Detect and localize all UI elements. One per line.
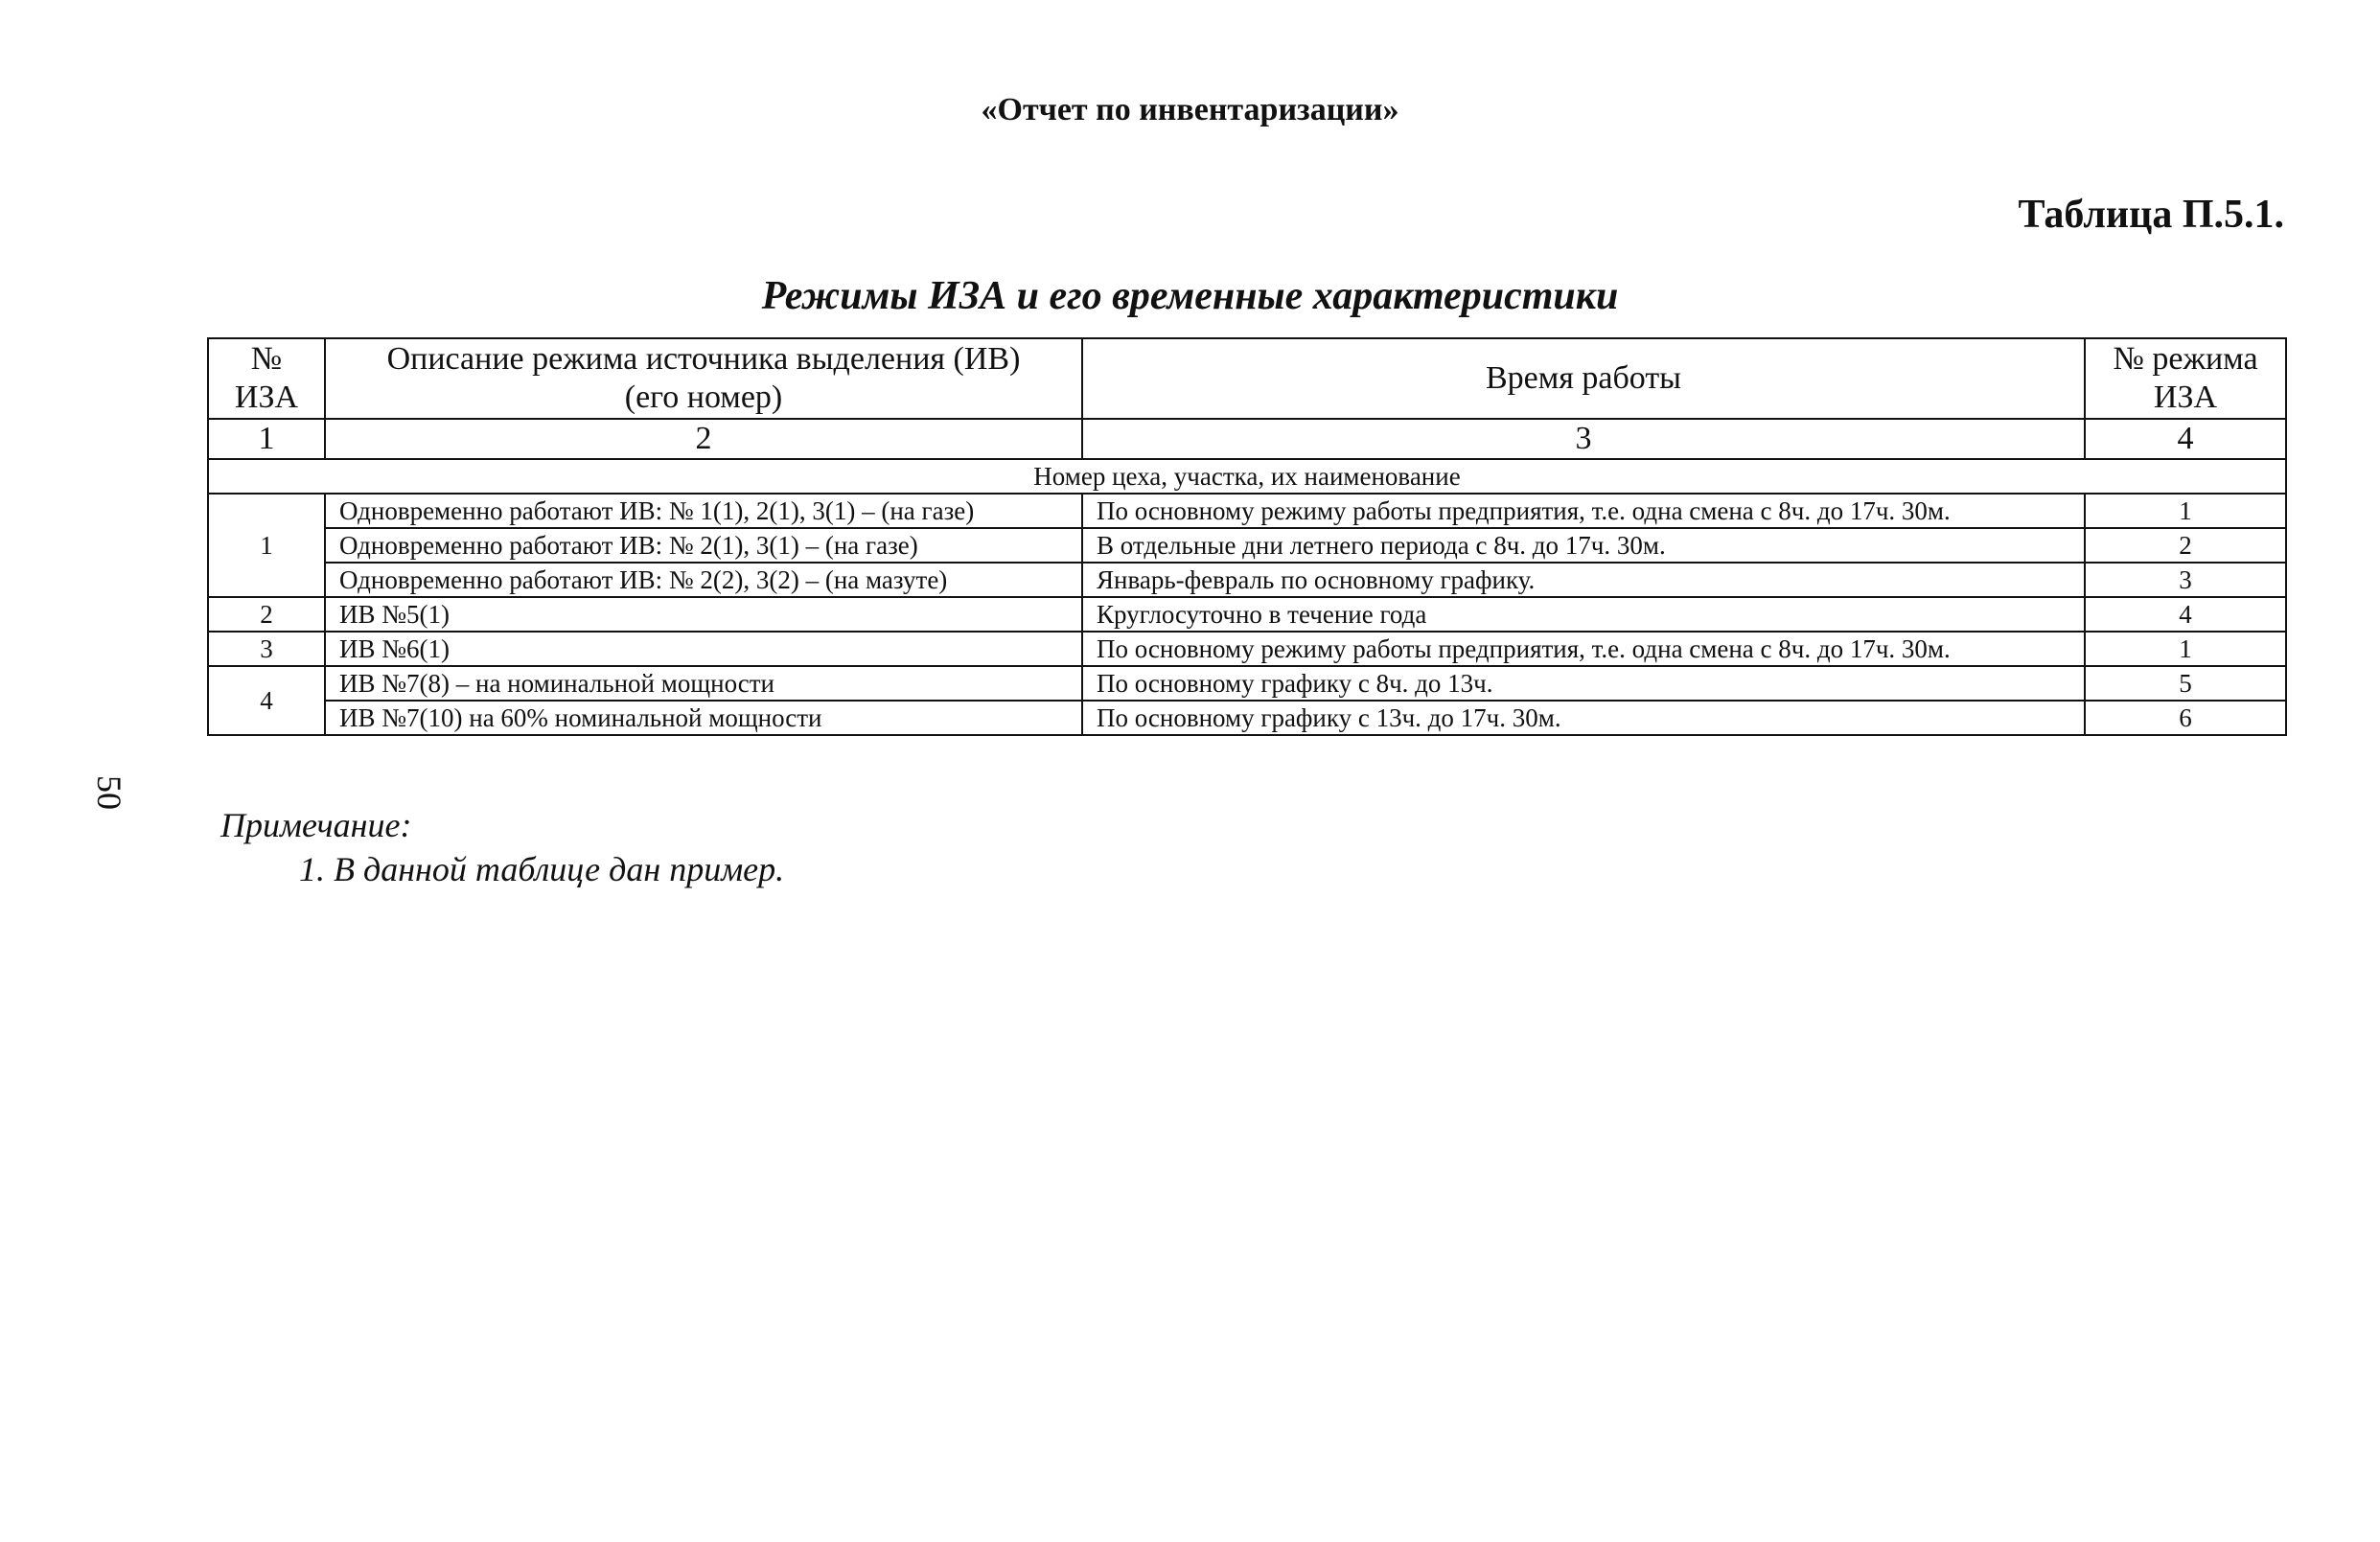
cell-description: ИВ №7(8) – на номинальной мощности: [325, 666, 1082, 701]
column-header-iza: [208, 338, 325, 419]
cell-time: В отдельные дни летнего периода с 8ч. до 17ч. 30м.: [1082, 528, 2085, 563]
table-title: Режимы ИЗА и его временные характеристики: [761, 274, 1619, 318]
column-header-line: ИЗА: [2153, 380, 2218, 415]
column-number: 4: [2085, 419, 2286, 459]
cell-mode: 2: [2085, 528, 2286, 563]
table-row: [208, 597, 2286, 632]
cell-time: Круглосуточно в течение года: [1082, 597, 2085, 632]
column-number: 1: [208, 419, 325, 459]
table-row: [208, 528, 2286, 563]
cell-iza: 2: [208, 597, 325, 632]
cell-mode: 1: [2085, 494, 2286, 528]
column-number: 2: [325, 419, 1082, 459]
column-number: 3: [1082, 419, 2085, 459]
cell-iza: 4: [208, 666, 325, 735]
table-row: [208, 701, 2286, 735]
cell-time: Январь-февраль по основному графику.: [1082, 563, 2085, 597]
cell-description: ИВ №7(10) на 60% номинальной мощности: [325, 701, 1082, 735]
cell-time: По основному режиму работы предприятия, т.е. одна смена с 8ч. до 17ч. 30м.: [1082, 632, 2085, 666]
cell-time: По основному графику с 13ч. до 17ч. 30м.: [1082, 701, 2085, 735]
page-number: 50: [90, 775, 128, 810]
cell-mode: 3: [2085, 563, 2286, 597]
column-header-line: (его номер): [624, 380, 783, 415]
table-row: [208, 494, 2286, 528]
table-header-row: [208, 338, 2286, 419]
table-row: [208, 563, 2286, 597]
cell-time: По основному графику с 8ч. до 13ч.: [1082, 666, 2085, 701]
column-header-description: [325, 338, 1082, 419]
section-label: Номер цеха, участка, их наименование: [208, 459, 2286, 494]
cell-time: По основному режиму работы предприятия, т.е. одна смена с 8ч. до 17ч. 30м.: [1082, 494, 2085, 528]
column-header-line: №: [250, 341, 283, 377]
cell-iza: 3: [208, 632, 325, 666]
cell-description: Одновременно работают ИВ: № 1(1), 2(1), 3(1) – (на газе): [325, 494, 1082, 528]
table-row: [208, 632, 2286, 666]
cell-iza: 1: [208, 494, 325, 597]
cell-description: Одновременно работают ИВ: № 2(2), 3(2) – (на мазуте): [325, 563, 1082, 597]
cell-description: Одновременно работают ИВ: № 2(1), 3(1) – (на газе): [325, 528, 1082, 563]
cell-mode: 4: [2085, 597, 2286, 632]
cell-description: ИВ №5(1): [325, 597, 1082, 632]
modes-table: [207, 337, 2287, 736]
column-header-line: Время работы: [1485, 360, 1682, 396]
note-item: 1. В данной таблице дан пример.: [299, 850, 785, 888]
table-number: Таблица П.5.1.: [2018, 193, 2284, 237]
document-header: «Отчет по инвентаризации»: [981, 92, 1399, 127]
column-header-line: Описание режима источника выделения (ИВ): [386, 341, 1021, 377]
column-header-line: № режима: [2113, 341, 2258, 377]
table-row: [208, 666, 2286, 701]
column-header-mode: [2085, 338, 2286, 419]
section-row: [208, 459, 2286, 494]
column-header-time: [1082, 338, 2085, 419]
cell-mode: 5: [2085, 666, 2286, 701]
cell-mode: 6: [2085, 701, 2286, 735]
cell-mode: 1: [2085, 632, 2286, 666]
note-title: Примечание:: [220, 806, 412, 844]
column-header-line: ИЗА: [234, 380, 299, 415]
column-number-row: [208, 419, 2286, 459]
cell-description: ИВ №6(1): [325, 632, 1082, 666]
